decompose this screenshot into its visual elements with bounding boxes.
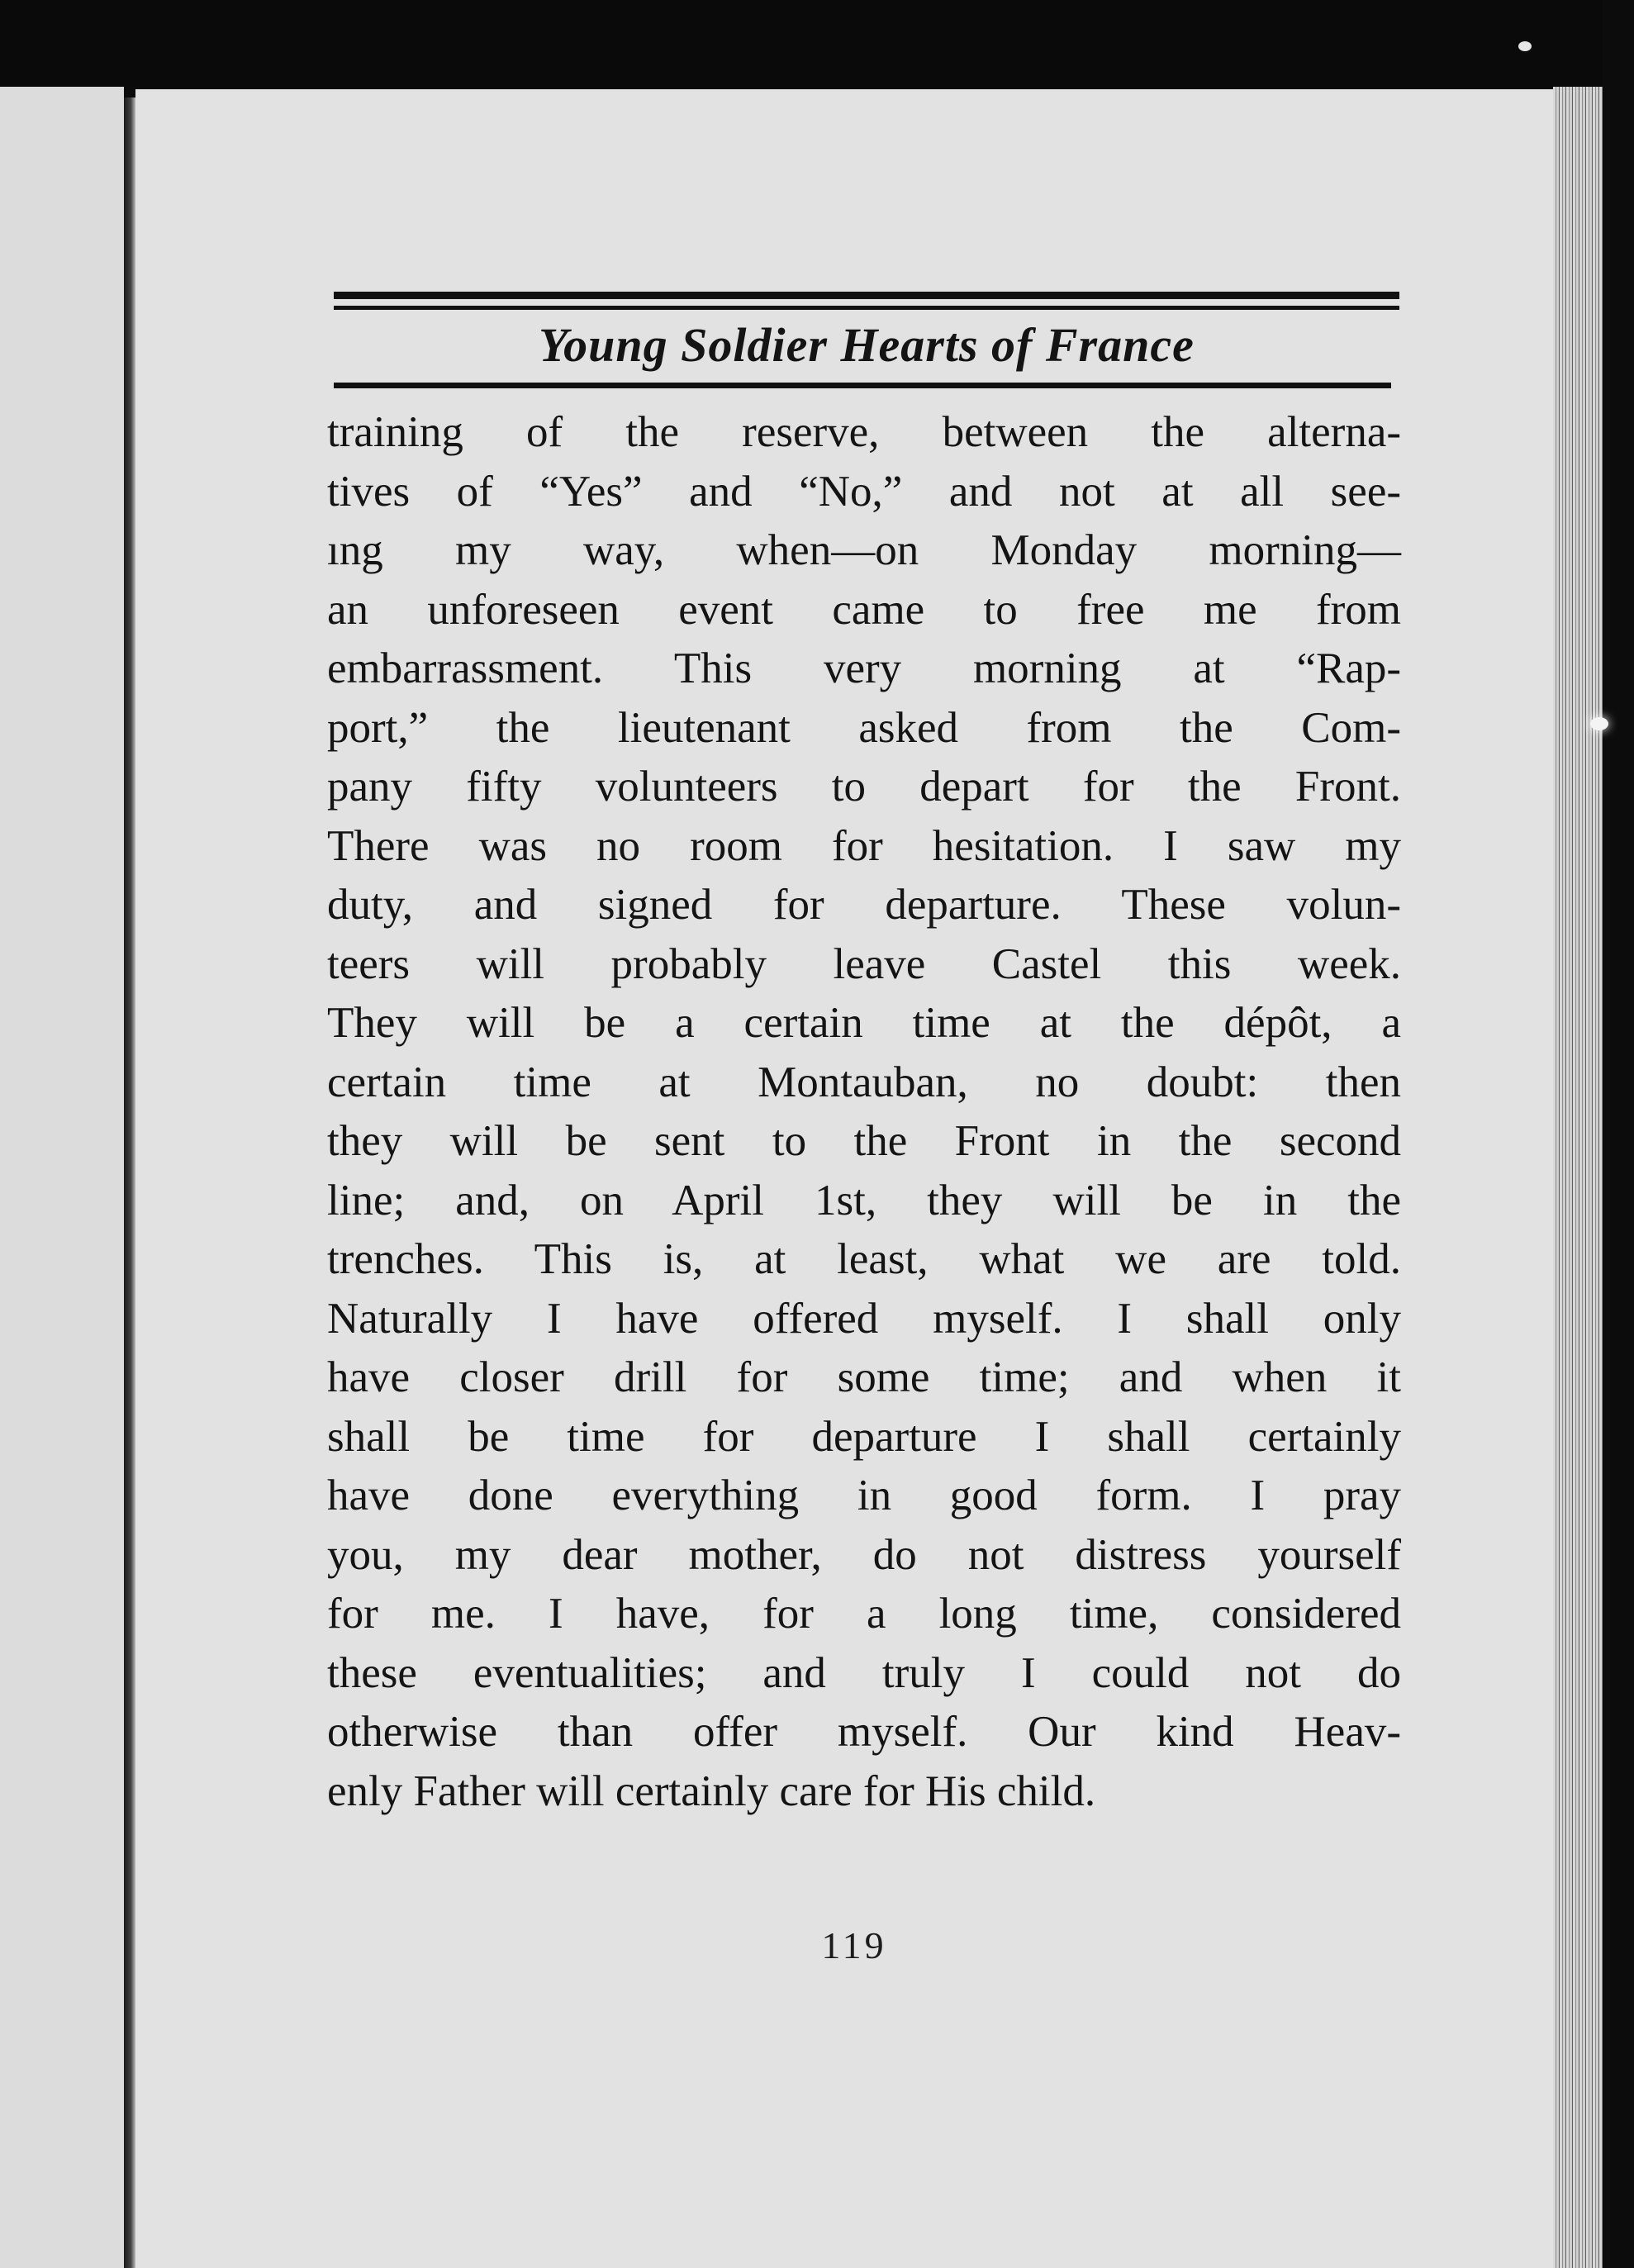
text-line: certain time at Montauban, no doubt: then [327, 1058, 1401, 1106]
scan-glare [1590, 717, 1608, 730]
text-line: shall be time for departure I shall certainly [327, 1412, 1401, 1461]
scan-background-right [1603, 0, 1634, 2268]
text-line: an unforeseen event came to free me from [327, 585, 1401, 634]
page-number: 119 [821, 1924, 887, 1966]
book-gutter [124, 97, 135, 2268]
text-line: tives of “Yes” and “No,” and not at all see- [327, 467, 1401, 516]
text-line: line; and, on April 1st, they will be in the [327, 1176, 1401, 1224]
text-line: enly Father will certainly care for His child. [327, 1766, 1096, 1815]
page-stack-edge [1553, 87, 1603, 2268]
scan-speck [1518, 41, 1532, 51]
scan-background-top [0, 0, 1634, 87]
book-page [135, 89, 1573, 2268]
text-line: duty, and signed for departure. These volun- [327, 881, 1401, 929]
text-line: pany fifty volunteers to depart for the Front. [327, 763, 1401, 811]
text-line: They will be a certain time at the dépôt, a [327, 999, 1401, 1047]
body-text [327, 403, 1401, 1821]
running-head: Young Soldier Hearts of France [539, 318, 1195, 372]
text-line: you, my dear mother, do not distress yourself [327, 1530, 1401, 1579]
text-line: have closer drill for some time; and when it [327, 1353, 1401, 1401]
text-line: have done everything in good form. I pray [327, 1472, 1401, 1519]
text-line: for me. I have, for a long time, considered [327, 1590, 1401, 1638]
text-line: There was no room for hesitation. I saw my [327, 821, 1401, 870]
facing-page-edge [0, 87, 124, 2268]
text-line: port,” the lieutenant asked from the Com- [327, 703, 1401, 752]
text-line: teers will probably leave Castel this week. [327, 939, 1401, 988]
text-line: these eventualities; and truly I could not do [327, 1648, 1401, 1697]
text-line: training of the reserve, between the alterna- [327, 408, 1401, 456]
text-line: embarrassment. This very morning at “Rap- [327, 644, 1401, 692]
header-rule-top-thick [334, 292, 1399, 299]
text-line: ıng my way, when—on Monday morning— [327, 526, 1401, 574]
text-line: they will be sent to the Front in the second [327, 1117, 1401, 1165]
header-rule-bottom [334, 383, 1391, 388]
text-line: Naturally I have offered myself. I shall only [327, 1294, 1401, 1343]
text-line: otherwise than offer myself. Our kind Heav- [327, 1708, 1401, 1756]
text-line: trenches. This is, at least, what we are told. [327, 1235, 1401, 1283]
